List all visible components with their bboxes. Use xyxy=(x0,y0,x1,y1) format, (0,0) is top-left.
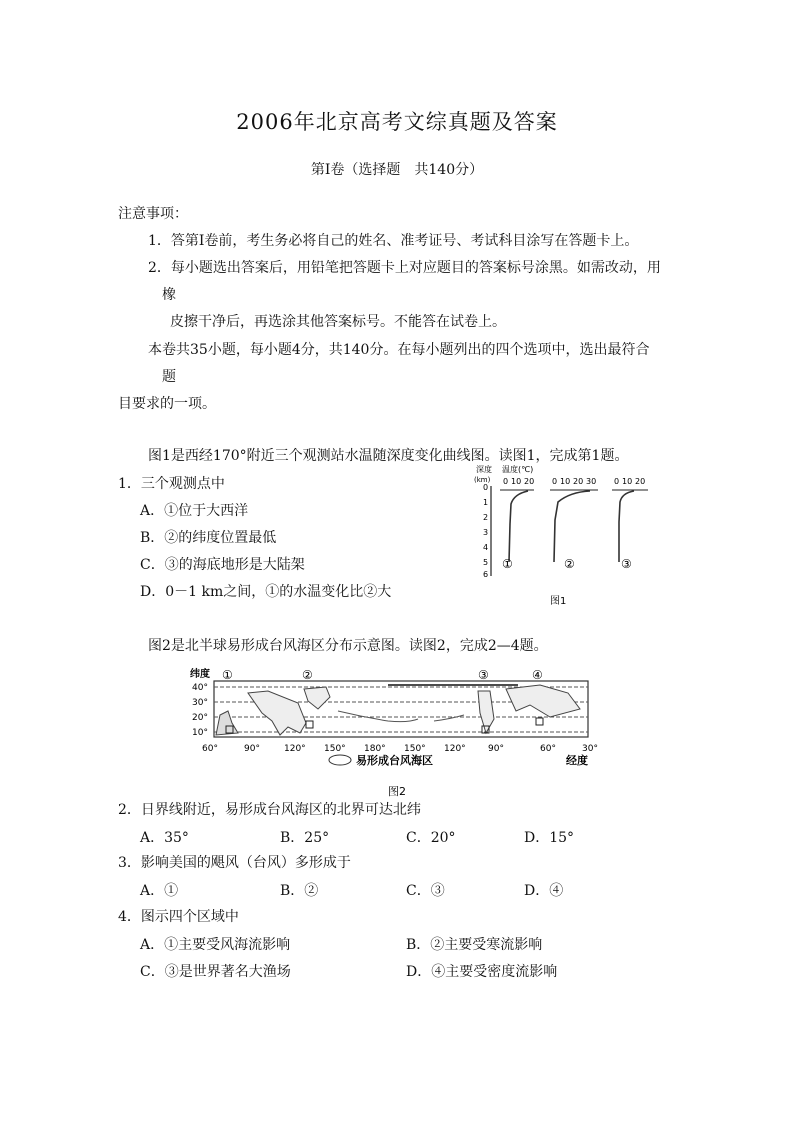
fig2-lat-tick-40: 40° xyxy=(192,683,208,693)
fig1-p3-tick-1: 10 xyxy=(622,477,633,486)
fig1-curve-1 xyxy=(509,491,528,562)
fig2-legend-text: 易形成台风海区 xyxy=(356,754,433,767)
notice-item-2-cont: 皮擦干净后，再选涂其他答案标号。不能答在试卷上。 xyxy=(170,314,506,330)
fig2-pacific-zone-east xyxy=(434,715,464,721)
notice-item-2: 2．每小题选出答案后，用铅笔把答题卡上对应题目的答案标号涂黑。如需改动，用 xyxy=(148,260,661,276)
fig2-lon-tick-4: 180° xyxy=(364,744,386,754)
fig1-marker-2: ② xyxy=(564,557,575,571)
intro-line-2: 目要求的一项。 xyxy=(118,396,216,412)
fig2-landmass-asia xyxy=(248,691,306,735)
q4-stem: 4．图示四个区域中 xyxy=(118,909,239,925)
fig1-depth-tick-3: 3 xyxy=(483,528,489,537)
q3-stem: 3．影响美国的飓风（台风）多形成于 xyxy=(118,855,351,871)
notice-item-2-wrap: 橡 xyxy=(162,287,176,303)
q2-option-b: B．25° xyxy=(280,830,330,846)
fig2-lat-tick-10: 10° xyxy=(192,728,208,738)
notice-heading: 注意事项： xyxy=(118,206,188,222)
q2-option-c: C．20° xyxy=(406,830,456,846)
figure-1 xyxy=(470,462,670,612)
fig2-lon-tick-2: 120° xyxy=(284,744,306,754)
fig2-marker-4: ④ xyxy=(532,668,543,682)
intro-line-1: 本卷共35小题，每小题4分，共140分。在每小题列出的四个选项中，选出最符合 xyxy=(148,342,650,358)
fig2-lon-tick-6: 120° xyxy=(444,744,466,754)
q1-option-d: D．0－1 km之间，①的水温变化比②大 xyxy=(140,584,392,600)
section-subtitle: 第Ⅰ卷（选择题 共140分） xyxy=(310,162,484,178)
q1-option-b: B．②的纬度位置最低 xyxy=(140,530,277,546)
fig2-lat-label: 纬度 xyxy=(190,669,210,680)
q1-stem: 1．三个观测点中 xyxy=(118,476,225,492)
fig2-lon-tick-8: 60° xyxy=(540,744,556,754)
fig2-caption: 图2 xyxy=(388,785,406,798)
fig1-p2-tick-1: 10 xyxy=(560,477,571,486)
q3-option-a: A．① xyxy=(140,883,179,899)
fig2-lon-tick-0: 60° xyxy=(202,744,218,754)
fig2-pacific-zone-west xyxy=(338,711,418,722)
fig1-depth-tick-5: 5 xyxy=(483,558,489,567)
fig2-legend-symbol xyxy=(329,755,351,765)
fig1-p2-tick-3: 30 xyxy=(586,477,597,486)
fig1-marker-1: ① xyxy=(502,557,513,571)
fig1-curve-2 xyxy=(554,491,590,562)
fig1-depth-tick-1: 1 xyxy=(483,498,489,507)
intro-line-wrap: 题 xyxy=(162,369,176,385)
q4-option-b: B．②主要受寒流影响 xyxy=(406,937,543,953)
fig2-marker-3: ③ xyxy=(478,668,489,682)
fig2-lat-tick-20: 20° xyxy=(192,713,208,723)
fig1-temp-label: 温度(℃) xyxy=(502,465,534,474)
q1-option-a: A．①位于大西洋 xyxy=(140,503,249,519)
fig2-landmass-africa xyxy=(216,711,238,735)
fig2-lon-tick-7: 90° xyxy=(488,744,504,754)
fig2-region-2-box xyxy=(306,721,313,728)
fig1-depth-tick-2: 2 xyxy=(483,513,489,522)
fig2-intro: 图2是北半球易形成台风海区分布示意图。读图2，完成2—4题。 xyxy=(148,638,548,654)
fig1-depth-tick-6: 6 xyxy=(483,570,489,579)
q1-option-c: C．③的海底地形是大陆架 xyxy=(140,557,305,573)
figure-2 xyxy=(188,663,608,803)
q2-option-a: A．35° xyxy=(140,830,189,846)
fig1-p1-tick-0: 0 xyxy=(503,477,509,486)
fig2-lon-tick-9: 30° xyxy=(582,744,598,754)
q4-option-d: D．④主要受密度流影响 xyxy=(406,964,558,980)
q3-option-b: B．② xyxy=(280,883,319,899)
fig1-p2-tick-0: 0 xyxy=(552,477,558,486)
page-title: 2006年北京高考文综真题及答案 xyxy=(236,110,558,134)
fig1-p3-tick-2: 20 xyxy=(635,477,646,486)
fig2-lon-label: 经度 xyxy=(566,754,588,767)
fig2-landmass-americas xyxy=(478,691,494,733)
fig2-lat-tick-30: 30° xyxy=(192,698,208,708)
fig2-landmass-eastasia xyxy=(304,687,330,709)
fig2-landmass-north-atlantic xyxy=(506,685,580,717)
fig1-depth-tick-4: 4 xyxy=(483,543,489,552)
fig1-p1-tick-2: 20 xyxy=(524,477,535,486)
q2-stem: 2．日界线附近，易形成台风海区的北界可达北纬 xyxy=(118,802,421,818)
fig1-caption: 图1 xyxy=(550,596,567,607)
fig1-p2-tick-2: 20 xyxy=(573,477,584,486)
fig1-depth-tick-0: 0 xyxy=(483,483,489,492)
fig1-p3-tick-0: 0 xyxy=(614,477,620,486)
q3-option-c: C．③ xyxy=(406,883,445,899)
fig1-curve-3 xyxy=(619,491,634,562)
fig2-marker-2: ② xyxy=(302,668,313,682)
fig2-lon-tick-5: 150° xyxy=(404,744,426,754)
notice-item-1: 1．答第Ⅰ卷前，考生务必将自己的姓名、准考证号、考试科目涂写在答题卡上。 xyxy=(148,233,639,249)
fig2-marker-1: ① xyxy=(222,668,233,682)
q4-option-c: C．③是世界著名大渔场 xyxy=(140,964,291,980)
q3-option-d: D．④ xyxy=(524,883,564,899)
fig1-p1-tick-1: 10 xyxy=(511,477,522,486)
fig1-marker-3: ③ xyxy=(621,557,632,571)
fig2-lon-tick-3: 150° xyxy=(324,744,346,754)
q2-option-d: D．15° xyxy=(524,830,575,846)
fig1-intro: 图1是西经170°附近三个观测站水温随深度变化曲线图。读图1，完成第1题。 xyxy=(148,448,629,464)
fig2-lon-tick-1: 90° xyxy=(244,744,260,754)
fig1-depth-label: 深度 xyxy=(476,465,492,474)
q4-option-a: A．①主要受风海流影响 xyxy=(140,937,291,953)
fig2-region-4-box xyxy=(536,718,543,725)
fig1-depth-unit: (km) xyxy=(474,476,491,484)
